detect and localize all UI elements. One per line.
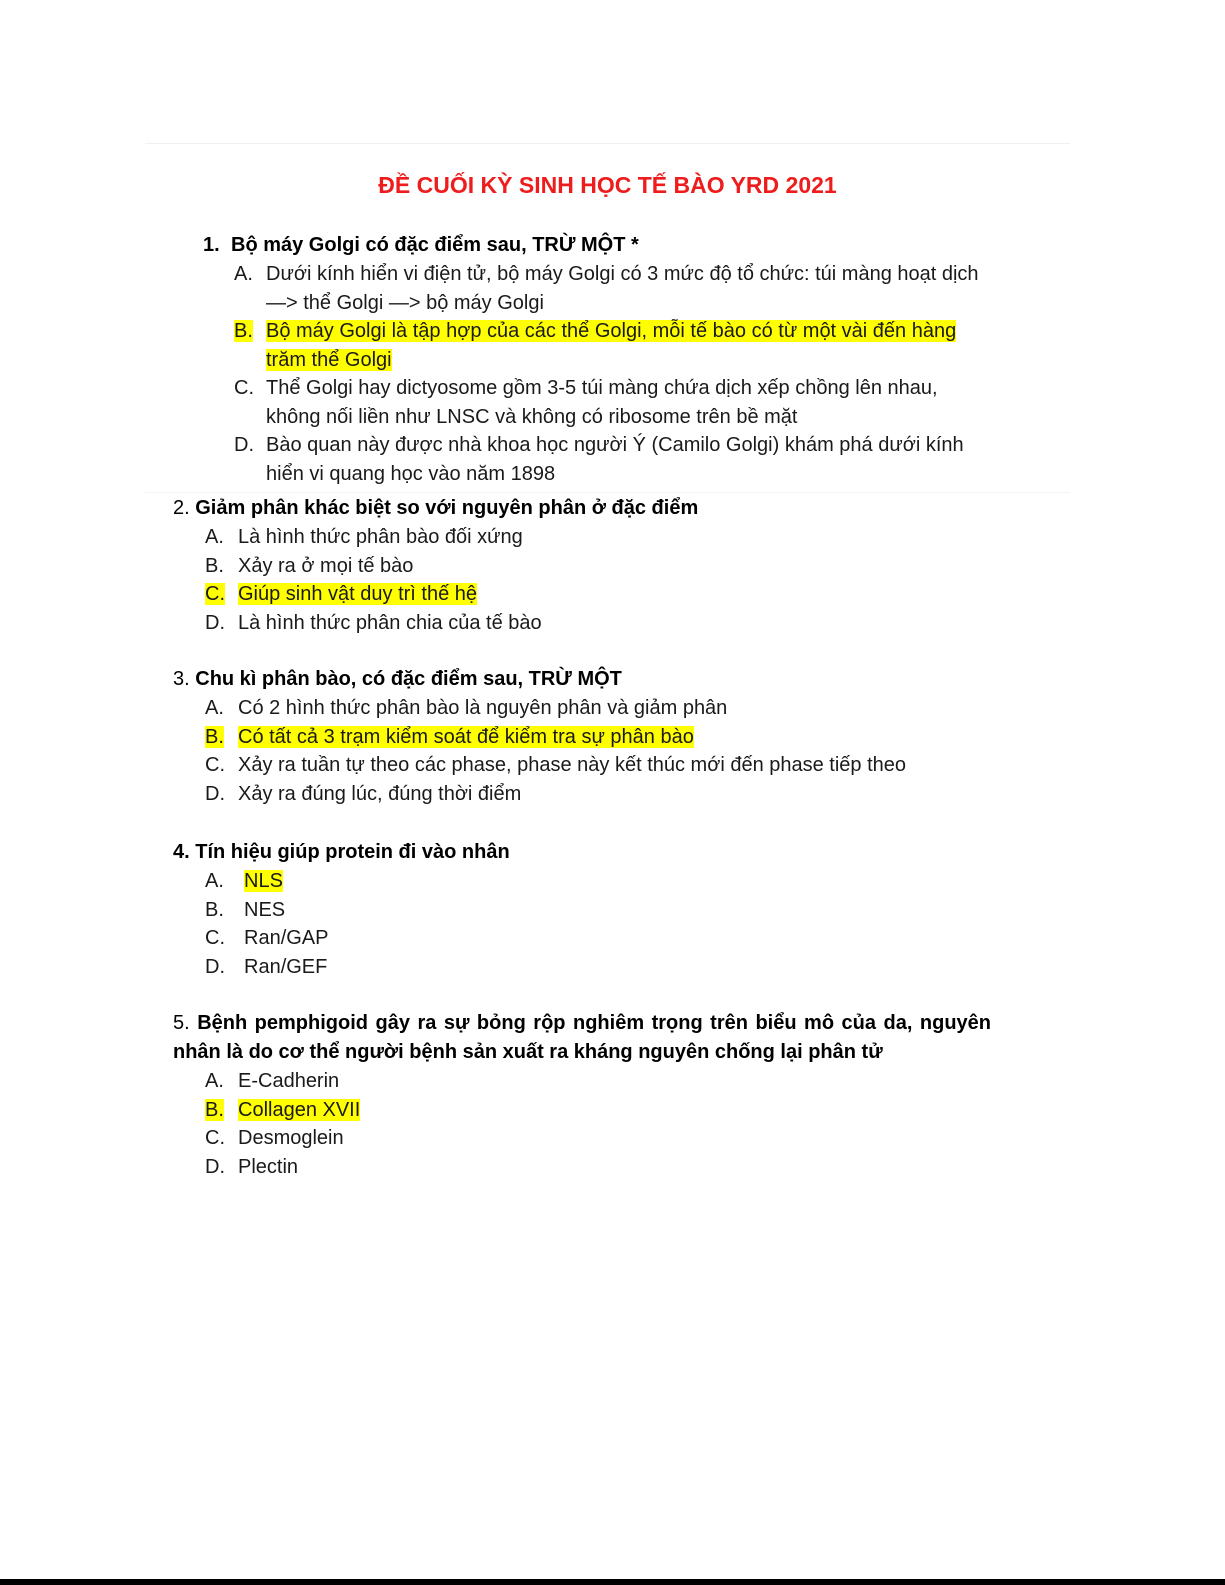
question-3 <box>173 665 993 808</box>
option-letter: B. <box>205 554 224 577</box>
question-1-heading <box>203 231 983 260</box>
question-text: Giảm phân khác biệt so với nguyên phân ở đặc điểm <box>195 497 699 519</box>
question-5 <box>173 1009 991 1189</box>
question-2 <box>173 494 993 637</box>
question-1-option-a <box>203 260 983 317</box>
option-text: Là hình thức phân chia của tế bào <box>238 611 542 634</box>
option-letter: B. <box>234 320 253 342</box>
option-text: Xảy ra đúng lúc, đúng thời điểm <box>238 782 522 805</box>
option-text: Thể Golgi hay dictyosome gồm 3-5 túi màng chứa dịch xếp chồng lên nhau, không nối liền như LNSC và không có ribosome trên bề mặt <box>266 377 938 428</box>
option-text: E-Cadherin <box>238 1070 340 1092</box>
option-letter: D. <box>205 955 225 978</box>
question-4-heading <box>173 838 993 867</box>
question-5-heading <box>173 1009 991 1067</box>
document-title: ĐỀ CUỐI KỲ SINH HỌC TẾ BÀO YRD 2021 <box>378 172 837 198</box>
option-letter: A. <box>234 263 253 285</box>
question-number: 1. <box>203 234 220 256</box>
question-3-heading <box>173 665 993 694</box>
question-number: 3. <box>173 668 190 690</box>
option-letter: C. <box>205 1127 225 1149</box>
question-3-option-b <box>173 723 993 752</box>
question-4-option-b <box>173 896 993 925</box>
option-letter: D. <box>205 1155 225 1178</box>
question-4-option-a <box>173 867 993 896</box>
question-3-option-a <box>173 694 993 723</box>
question-text: Tín hiệu giúp protein đi vào nhân <box>195 841 510 863</box>
option-text-highlighted: Bộ máy Golgi là tập hợp của các thể Golgi, mỗi tế bào có từ một vài đến hàng trăm thể Golgi <box>266 320 957 371</box>
option-letter: C. <box>205 583 225 605</box>
question-number: 5. <box>173 1012 190 1034</box>
option-text: Xảy ra ở mọi tế bào <box>238 554 414 577</box>
option-text-highlighted: Giúp sinh vật duy trì thế hệ <box>238 583 478 605</box>
question-1-option-d <box>203 431 983 488</box>
question-4 <box>173 838 993 981</box>
option-text-highlighted: Có tất cả 3 trạm kiểm soát để kiểm tra sự phân bào <box>238 725 694 748</box>
option-text-highlighted: Collagen XVII <box>238 1098 361 1121</box>
question-text: Chu kì phân bào, có đặc điểm sau, TRỪ MỘT <box>195 668 622 690</box>
question-1-option-b <box>203 317 983 374</box>
question-4-option-c <box>173 924 993 953</box>
option-letter: A. <box>205 870 224 892</box>
option-text: Dưới kính hiển vi điện tử, bộ máy Golgi có 3 mức độ tổ chức: túi màng hoạt dịch —> thể Golgi —> bộ máy Golgi <box>266 263 979 314</box>
option-letter: B. <box>205 898 224 921</box>
question-2-heading <box>173 494 993 523</box>
option-letter: A. <box>205 526 224 548</box>
question-text: Bộ máy Golgi có đặc điểm sau, TRỪ MỘT * <box>231 234 639 256</box>
option-text: NES <box>244 898 286 921</box>
option-letter: B. <box>205 725 224 748</box>
option-text: Desmoglein <box>238 1127 344 1149</box>
option-text: Xảy ra tuần tự theo các phase, phase này kết thúc mới đến phase tiếp theo <box>238 754 907 776</box>
top-divider <box>145 143 1070 144</box>
question-3-option-c <box>173 751 993 780</box>
option-letter: C. <box>205 927 225 949</box>
question-1 <box>203 231 983 488</box>
option-letter: C. <box>234 377 254 399</box>
option-letter: C. <box>205 754 225 776</box>
option-letter: D. <box>234 434 254 456</box>
question-number: 4. <box>173 841 190 863</box>
question-5-option-b <box>173 1096 991 1125</box>
option-text: Plectin <box>238 1155 299 1178</box>
option-text-highlighted: NLS <box>244 870 283 892</box>
option-letter: A. <box>205 697 224 719</box>
option-letter: A. <box>205 1070 224 1092</box>
option-text: Ran/GEF <box>244 955 328 978</box>
option-letter: D. <box>205 782 225 805</box>
question-1-option-c <box>203 374 983 431</box>
option-text: Ran/GAP <box>244 927 329 949</box>
option-letter: D. <box>205 611 225 634</box>
question-5-option-d <box>173 1153 991 1182</box>
question-number: 2. <box>173 497 190 519</box>
middle-divider <box>145 492 1070 493</box>
option-text: Là hình thức phân bào đối xứng <box>238 526 523 548</box>
option-text: Có 2 hình thức phân bào là nguyên phân và giảm phân <box>238 697 728 719</box>
question-2-option-b <box>173 552 993 581</box>
option-letter: B. <box>205 1098 224 1121</box>
question-4-option-d <box>173 953 993 982</box>
question-2-option-c <box>173 580 993 609</box>
question-2-option-a <box>173 523 993 552</box>
question-text: Bệnh pemphigoid gây ra sự bỏng rộp nghiêm trọng trên biểu mô của da, nguyên nhân là do cơ thể người bệnh sản xuất ra kháng nguyên chống lại phân tử <box>173 1012 991 1063</box>
question-5-option-c <box>173 1124 991 1153</box>
question-5-option-a <box>173 1067 991 1096</box>
question-2-option-d <box>173 609 993 638</box>
bottom-page-edge <box>0 1579 1225 1585</box>
question-3-option-d <box>173 780 993 809</box>
option-text: Bào quan này được nhà khoa học người Ý (Camilo Golgi) khám phá dưới kính hiển vi quang học vào năm 1898 <box>266 434 964 485</box>
